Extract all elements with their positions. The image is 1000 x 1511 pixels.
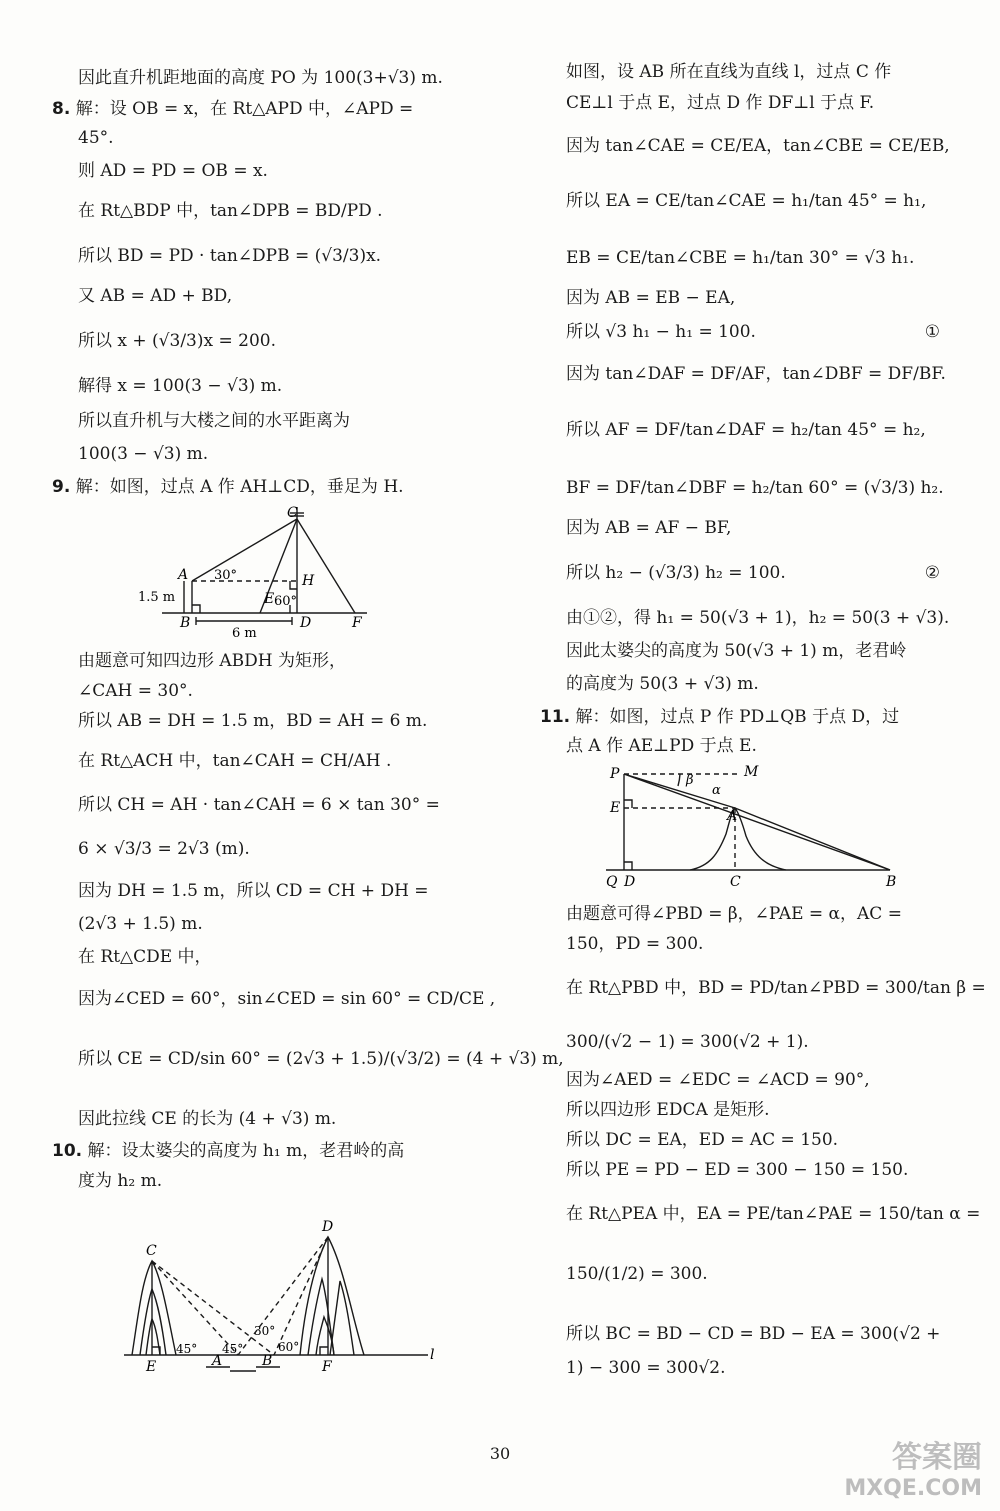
text-line: 所以 EA = CE/tan∠CAE = h₁/tan 45° = h₁, — [566, 191, 927, 211]
watermark-logo — [832, 1433, 992, 1503]
label-D: D — [322, 1219, 334, 1235]
text-line: 因为∠AED = ∠EDC = ∠ACD = 90°, — [566, 1070, 870, 1090]
label-B: B — [262, 1353, 273, 1369]
text-line: 则 AD = PD = OB = x. — [78, 161, 268, 181]
label-E: E — [610, 800, 621, 816]
text-line: ∠CAH = 30°. — [78, 681, 193, 701]
label-l: l — [430, 1347, 435, 1363]
text-line: 解：设 OB = x，在 Rt△APD 中，∠APD = — [75, 99, 414, 119]
angle-60: 60° — [274, 594, 298, 609]
text-line: 解得 x = 100(3 − √3) m. — [78, 376, 283, 396]
text-line: 因为∠CED = 60°，sin∠CED = sin 60° = CD/CE , — [78, 989, 496, 1009]
label-D: D — [624, 874, 636, 890]
equation-marker: ② — [924, 563, 940, 583]
text-line: 所以 AB = DH = 1.5 m，BD = AH = 6 m. — [78, 711, 428, 731]
angle-30: 30° — [254, 1324, 276, 1338]
text-line: 150，PD = 300. — [566, 934, 704, 954]
figure-9-diagram — [132, 501, 372, 641]
watermark-top: 答案圈 — [892, 1440, 982, 1475]
label-C: C — [287, 505, 298, 521]
angle-60: 60° — [278, 1340, 300, 1354]
problem-9-line — [52, 477, 462, 497]
text-line: 因此直升机距地面的高度 PO 为 100(3+√3) m. — [78, 68, 443, 88]
text-line: 因此拉线 CE 的长为 (4 + √3) m. — [78, 1109, 337, 1129]
text-line: 解：如图，过点 A 作 AH⊥CD，垂足为 H. — [75, 477, 404, 497]
text-line: CE⊥l 于点 E，过点 D 作 DF⊥l 于点 F. — [566, 93, 875, 113]
right-column — [540, 58, 986, 1378]
figure-10 — [118, 1207, 462, 1381]
text-line: EB = CE/tan∠CBE = h₁/tan 30° = √3 h₁. — [566, 248, 915, 268]
equation-2-line — [540, 563, 940, 583]
problem-number: 10. — [52, 1141, 83, 1161]
text-line: 所以 h₂ − (√3/3) h₂ = 100. — [566, 563, 786, 583]
problem-8-line — [52, 99, 462, 119]
text-line: 所以 √3 h₁ − h₁ = 100. — [566, 322, 756, 342]
label-F: F — [322, 1359, 332, 1375]
text-line: 因为 tan∠CAE = CE/EA，tan∠CBE = CE/EB, — [566, 136, 950, 156]
label-E: E — [264, 591, 275, 607]
figure-11 — [600, 764, 940, 898]
text-line: 因为 AB = EB − EA, — [566, 288, 736, 308]
text-line: 在 Rt△CDE 中， — [78, 947, 212, 967]
angle-beta: β — [686, 773, 694, 788]
text-line: 因为 tan∠DAF = DF/AF，tan∠DBF = DF/BF. — [566, 364, 946, 384]
page-number: 30 — [489, 1444, 511, 1463]
text-line: 6 × √3/3 = 2√3 (m). — [78, 839, 250, 859]
angle-45-b: 45° — [222, 1342, 244, 1356]
height-label: 1.5 m — [138, 590, 176, 605]
text-line: 如图，设 AB 所在直线为直线 l，过点 C 作 — [566, 62, 892, 82]
text-line: 在 Rt△BDP 中，tan∠DPB = BD/PD . — [78, 201, 383, 221]
text-line: 在 Rt△PEA 中，EA = PE/tan∠PAE = 150/tan α = — [566, 1204, 981, 1224]
text-line: 所以 CE = CD/sin 60° = (2√3 + 1.5)/(√3/2) = (4 + √3) m, — [78, 1049, 564, 1069]
label-C: C — [730, 874, 741, 890]
text-line: 所以 CH = AH · tan∠CAH = 6 × tan 30° = — [78, 795, 440, 815]
label-B: B — [886, 874, 897, 890]
text-line: 所以四边形 EDCA 是矩形. — [566, 1100, 770, 1120]
angle-45-a: 45° — [176, 1342, 198, 1356]
text-line: 由题意可得∠PBD = β，∠PAE = α，AC = — [566, 904, 902, 924]
text-line: BF = DF/tan∠DBF = h₂/tan 60° = (√3/3) h₂. — [566, 478, 944, 498]
angle-alpha: α — [712, 783, 721, 798]
watermark-bottom: MXQE.COM — [844, 1476, 982, 1501]
problem-number: 11. — [540, 707, 571, 727]
label-Q: Q — [606, 874, 618, 890]
text-line: 150/(1/2) = 300. — [566, 1264, 708, 1284]
text-line: 点 A 作 AE⊥PD 于点 E. — [566, 736, 757, 756]
problem-number: 8. — [52, 99, 71, 119]
text-line: 所以 BC = BD − CD = BD − EA = 300(√2 + — [566, 1324, 941, 1344]
text-line: 解：设太婆尖的高度为 h₁ m，老君岭的高 — [87, 1141, 405, 1161]
text-line: 所以 PE = PD − ED = 300 − 150 = 150. — [566, 1160, 909, 1180]
text-line: 45°. — [78, 128, 114, 148]
angle-30: 30° — [214, 568, 238, 583]
text-line: 所以直升机与大楼之间的水平距离为 — [78, 411, 350, 431]
text-line: (2√3 + 1.5) m. — [78, 914, 203, 934]
label-F: F — [352, 615, 362, 631]
text-line: 解：如图，过点 P 作 PD⊥QB 于点 D，过 — [575, 707, 900, 727]
problem-10-line — [52, 1141, 462, 1161]
text-line: 所以 DC = EA，ED = AC = 150. — [566, 1130, 839, 1150]
problem-number: 9. — [52, 477, 71, 497]
text-line: 在 Rt△PBD 中，BD = PD/tan∠PBD = 300/tan β = — [566, 978, 986, 998]
label-A: A — [178, 567, 189, 583]
text-line: 因为 DH = 1.5 m，所以 CD = CH + DH = — [78, 881, 429, 901]
text-line: 因为 AB = AF − BF, — [566, 518, 732, 538]
label-E: E — [146, 1359, 157, 1375]
text-line: 度为 h₂ m. — [78, 1171, 163, 1191]
text-line: 由题意可知四边形 ABDH 为矩形， — [78, 651, 347, 671]
label-C: C — [146, 1243, 157, 1259]
label-A: A — [212, 1353, 223, 1369]
text-line: 由①②，得 h₁ = 50(√3 + 1)，h₂ = 50(3 + √3). — [566, 608, 950, 628]
text-line: 所以 BD = PD · tan∠DPB = (√3/3)x. — [78, 246, 382, 266]
equation-1-line — [540, 322, 940, 342]
label-B: B — [180, 615, 191, 631]
label-D: D — [300, 615, 312, 631]
label-M: M — [744, 764, 759, 780]
width-label: 6 m — [232, 626, 257, 641]
text-line: 1) − 300 = 300√2. — [566, 1358, 726, 1378]
text-line: 所以 x + (√3/3)x = 200. — [78, 331, 276, 351]
text-line: 300/(√2 − 1) = 300(√2 + 1). — [566, 1032, 809, 1052]
text-line: 的高度为 50(3 + √3) m. — [566, 674, 759, 694]
figure-9 — [132, 501, 462, 645]
figure-11-diagram — [600, 764, 900, 894]
label-A: A — [727, 808, 738, 824]
label-P: P — [610, 766, 620, 782]
problem-11-line — [540, 707, 940, 727]
text-line: 因此太婆尖的高度为 50(√3 + 1) m，老君岭 — [566, 641, 907, 661]
text-line: 又 AB = AD + BD, — [78, 286, 233, 306]
text-line: 在 Rt△ACH 中，tan∠CAH = CH/AH . — [78, 751, 392, 771]
text-line: 100(3 − √3) m. — [78, 444, 209, 464]
figure-10-diagram — [118, 1207, 438, 1377]
equation-marker: ① — [924, 322, 940, 342]
label-H: H — [302, 573, 315, 589]
text-line: 所以 AF = DF/tan∠DAF = h₂/tan 45° = h₂, — [566, 420, 926, 440]
